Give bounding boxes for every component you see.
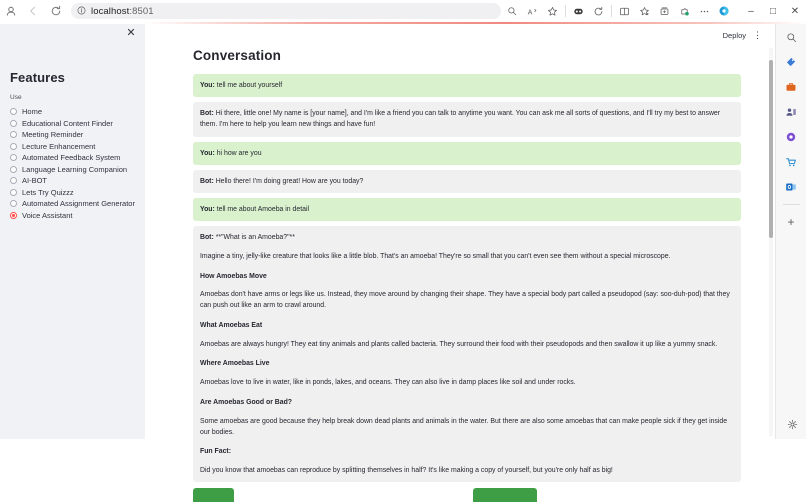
message-role: Bot: xyxy=(200,177,214,185)
message-list xyxy=(193,74,741,482)
main-content xyxy=(145,24,775,475)
sidebar-item-label: Voice Assistant xyxy=(22,210,73,220)
url-host: localhost xyxy=(90,5,130,17)
sidebar-item-label: Language Learning Companion xyxy=(22,164,128,174)
copilot-tag-icon[interactable] xyxy=(782,53,800,71)
sidebar-item-ai-bot[interactable] xyxy=(10,175,135,187)
url-port: :8501 xyxy=(129,5,154,17)
message-paragraph: Bot: Hello there! I'm doing great! How are you today? xyxy=(200,177,364,185)
user-message xyxy=(193,142,741,165)
sidebar-item-voice-assistant[interactable] xyxy=(10,210,135,222)
window-controls xyxy=(740,1,806,21)
site-info-icon[interactable] xyxy=(77,2,86,20)
app-topbar xyxy=(723,24,761,46)
office-icon[interactable] xyxy=(782,128,800,146)
radio-button[interactable] xyxy=(10,200,17,207)
add-sidebar-app-icon[interactable]: + xyxy=(787,215,795,229)
search-icon[interactable] xyxy=(503,2,522,20)
sidebar xyxy=(0,24,145,439)
main-scrollbar[interactable] xyxy=(769,48,773,436)
app-menu-icon[interactable]: ⋮ xyxy=(753,29,761,40)
url-text xyxy=(91,6,154,17)
browser-chrome xyxy=(0,0,806,22)
message-paragraph: Did you know that amoebas can reproduce by splitting themselves in half? It's like making a copy of yourself, but you're only half as big! xyxy=(200,467,613,475)
extensions-icon[interactable] xyxy=(675,2,694,20)
sidebar-close-icon[interactable]: ✕ xyxy=(126,26,136,39)
message-role: Bot: xyxy=(200,110,214,118)
sidebar-item-lets-try-quizzz[interactable] xyxy=(10,187,135,199)
copilot-icon[interactable] xyxy=(715,2,734,20)
window-close-button[interactable]: ✕ xyxy=(790,5,800,17)
add-favorite-icon[interactable] xyxy=(635,2,654,20)
radio-button[interactable] xyxy=(10,212,17,219)
action-button-row xyxy=(193,488,741,502)
tools-briefcase-icon[interactable] xyxy=(782,78,800,96)
shopping-cart-icon[interactable] xyxy=(782,153,800,171)
message-role: Bot: xyxy=(200,234,214,242)
message-lead: Bot: **"What is an Amoeba?"** xyxy=(200,234,295,242)
sidebar-item-label: Automated Assignment Generator xyxy=(22,199,135,209)
radio-button[interactable] xyxy=(10,177,17,184)
message-heading: Fun Fact: xyxy=(200,448,232,456)
bot-message xyxy=(193,170,741,193)
message-paragraph: Some amoebas are good because they help break down dead plants and animals in the water. But there are also some amoebas that can make people sick if they get inside our bodies. xyxy=(200,417,728,436)
message-heading: Are Amoebas Good or Bad? xyxy=(200,398,293,406)
streamlit-app xyxy=(0,24,806,475)
collections-icon[interactable] xyxy=(655,2,674,20)
contacts-icon[interactable] xyxy=(782,103,800,121)
sidebar-item-automated-assignment-generator[interactable] xyxy=(10,198,135,210)
outlook-icon[interactable] xyxy=(782,178,800,196)
bot-message xyxy=(193,102,741,136)
sidebar-item-label: Lets Try Quizzz xyxy=(22,187,74,197)
search-icon[interactable] xyxy=(782,28,800,46)
reload-icon[interactable] xyxy=(45,1,67,21)
radio-button[interactable] xyxy=(10,108,17,115)
edge-sidebar-rail xyxy=(775,24,806,439)
message-role: You: xyxy=(200,149,215,157)
page-title: Conversation xyxy=(193,48,282,63)
main-scrollbar-thumb[interactable] xyxy=(769,60,773,238)
message-role: You: xyxy=(200,82,215,89)
sidebar-item-label: Educational Content Finder xyxy=(22,118,113,128)
rail-divider xyxy=(783,204,800,205)
window-maximize-button[interactable]: □ xyxy=(769,5,776,17)
browser-toolbar-actions xyxy=(503,2,734,20)
sidebar-item-educational-content-finder[interactable] xyxy=(10,118,135,130)
gear-icon[interactable] xyxy=(783,415,801,433)
message-paragraph: You: hi how are you xyxy=(200,149,262,157)
sidebar-item-label: Automated Feedback System xyxy=(22,153,121,163)
feature-radio-group xyxy=(10,106,135,221)
svg-text:A: A xyxy=(527,8,533,16)
browser-profile-icon[interactable] xyxy=(0,1,22,21)
sidebar-item-label: Lecture Enhancement xyxy=(22,141,96,151)
speak-button[interactable] xyxy=(193,488,234,502)
sidebar-item-label: Meeting Reminder xyxy=(22,130,84,140)
ask-button[interactable] xyxy=(473,488,537,502)
split-screen-icon[interactable] xyxy=(615,2,634,20)
radio-button[interactable] xyxy=(10,166,17,173)
message-heading: Where Amoebas Live xyxy=(200,360,270,368)
back-arrow-icon[interactable] xyxy=(22,1,44,21)
bot-message xyxy=(193,226,741,482)
toolbar-divider-2 xyxy=(611,5,612,17)
radio-button[interactable] xyxy=(10,154,17,161)
sidebar-title: Features xyxy=(10,70,65,85)
radio-group-label: Use xyxy=(10,94,22,101)
radio-button[interactable] xyxy=(10,120,17,127)
message-paragraph: Imagine a tiny, jelly-like creature that looks like a little blob. That's an amoeba! They're so small that you can't even see them without a special microscope. xyxy=(200,252,671,260)
radio-button[interactable] xyxy=(10,131,17,138)
message-heading: How Amoebas Move xyxy=(200,272,267,280)
message-paragraph: You: tell me about Amoeba in detail xyxy=(200,205,310,213)
message-paragraph: Bot: Hi there, little one! My name is [your name], and I'm like a friend you can talk to anytime you want. You can ask me all sorts of questions, and I'll try my best to answer them. I'm here to help you learn new things and have fun! xyxy=(200,110,721,129)
conversation-panel xyxy=(193,48,741,502)
radio-button[interactable] xyxy=(10,189,17,196)
window-minimize-button[interactable]: – xyxy=(748,5,754,17)
browser-essentials-icon[interactable] xyxy=(569,2,588,20)
toolbar-divider xyxy=(565,5,566,17)
user-message xyxy=(193,198,741,221)
sidebar-item-language-learning-companion[interactable] xyxy=(10,164,135,176)
message-paragraph: Amoebas love to live in water, like in ponds, lakes, and oceans. They can also live in damp places like soil and under rocks. xyxy=(200,379,576,387)
user-message xyxy=(193,74,741,97)
history-icon[interactable] xyxy=(589,2,608,20)
sidebar-item-meeting-reminder[interactable] xyxy=(10,129,135,141)
sidebar-item-home[interactable] xyxy=(10,106,135,118)
sidebar-item-label: AI-BOT xyxy=(22,176,48,186)
message-heading: What Amoebas Eat xyxy=(200,322,263,330)
message-role: You: xyxy=(200,205,215,213)
more-options-icon[interactable] xyxy=(695,2,714,20)
favorite-star-icon[interactable] xyxy=(543,2,562,20)
read-aloud-icon[interactable] xyxy=(523,2,542,20)
sidebar-item-automated-feedback-system[interactable] xyxy=(10,152,135,164)
deploy-button[interactable]: Deploy xyxy=(722,30,746,40)
message-paragraph: You: tell me about yourself xyxy=(200,82,283,89)
radio-button[interactable] xyxy=(10,143,17,150)
message-paragraph: Amoebas don't have arms or legs like us. Instead, they move around by changing their shape. They have a special body part called a pseudopod (say: soo-duh-pod) that they can push out like an arm to crawl around. xyxy=(200,291,730,310)
message-paragraph: Amoebas are always hungry! They eat tiny animals and plants called bacteria. They surround their food with their pseudopods and then swallow it up like a yummy snack. xyxy=(200,340,718,348)
address-bar[interactable] xyxy=(71,3,501,19)
sidebar-item-lecture-enhancement[interactable] xyxy=(10,141,135,153)
sidebar-item-label: Home xyxy=(22,107,43,117)
